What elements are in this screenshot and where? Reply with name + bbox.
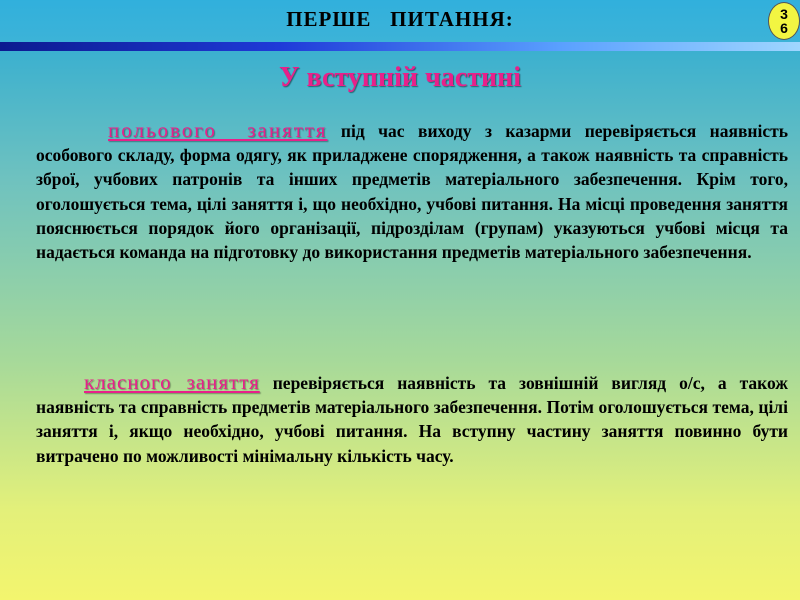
paragraph-field-lesson (36, 118, 788, 264)
paragraph-text-field-lesson: під час виходу з казарми перевіряється наявність особового складу, форма одягу, як приладжене спорядження, а також наявність та справність зброї, учбових патронів та інших предметів матеріального забезпечення. Крім того, оголошується тема, цілі заняття і, що необхідно, учбові питання. На місці проведення заняття пояснюється порядок його організації, підрозділам (групам) указуються учбові місця та надається команда на підготовку до використання предметів матеріального забезпечення. (36, 121, 788, 263)
header-divider (0, 42, 800, 51)
page-title: ПЕРШЕ ПИТАННЯ: (286, 7, 514, 31)
slide-number-bottom: 6 (780, 20, 788, 36)
slide-number-top: 3 (780, 6, 788, 22)
paragraph-text-class-lesson: перевіряється наявність та зовнішній вигляд о/с, а також наявність та справність предметів матеріального забезпечення. Потім оголошується тема, цілі заняття і, якщо необхідно, учбові питання. На вступну частину заняття повинно бути витрачено по можливості мінімальну кількість часу. (36, 373, 788, 466)
paragraph-lead-class-lesson: класного заняття (84, 370, 260, 394)
slide-number-badge (768, 2, 800, 40)
paragraph-class-lesson (36, 370, 788, 468)
paragraph-lead-field-lesson: польового заняття (108, 118, 328, 142)
section-title: У вступній частині (278, 62, 522, 93)
